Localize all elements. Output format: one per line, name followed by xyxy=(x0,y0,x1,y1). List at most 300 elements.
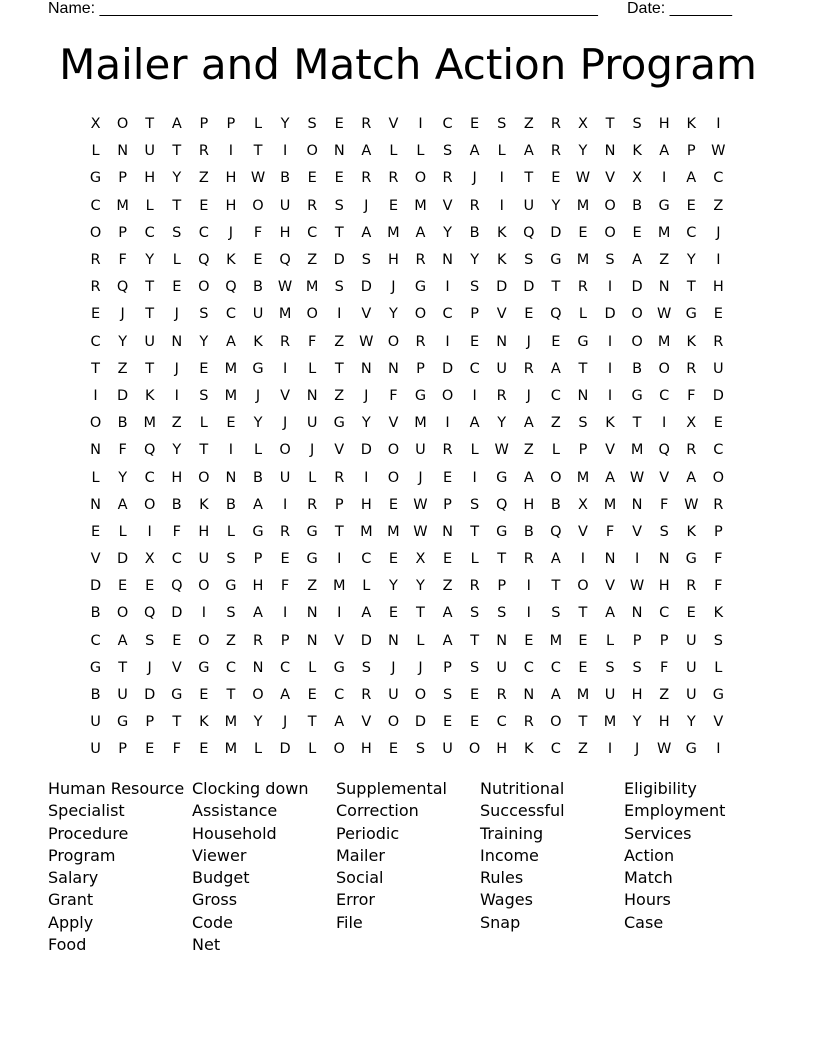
grid-letter: Y xyxy=(632,714,642,731)
grid-letter: B xyxy=(632,360,643,377)
grid-row xyxy=(82,600,732,627)
grid-letter: L xyxy=(91,143,100,160)
grid-letter: N xyxy=(333,143,345,160)
grid-letter: X xyxy=(577,496,588,513)
grid-letter: Z xyxy=(307,578,318,595)
grid-letter: N xyxy=(631,605,643,622)
word-bank-item: Clocking down xyxy=(192,779,309,798)
grid-letter: L xyxy=(362,578,371,595)
grid-letter: V xyxy=(361,306,372,323)
grid-letter: E xyxy=(470,714,480,731)
grid-letter: J xyxy=(364,197,369,214)
grid-row xyxy=(82,519,732,546)
grid-letter: L xyxy=(308,741,317,758)
grid-letter: L xyxy=(145,197,154,214)
grid-row xyxy=(82,193,732,220)
grid-letter: T xyxy=(199,442,209,459)
grid-letter: Y xyxy=(361,415,371,432)
grid-letter: C xyxy=(659,605,670,622)
grid-letter: B xyxy=(550,496,561,513)
grid-letter: V xyxy=(442,197,453,214)
grid-letter: T xyxy=(307,714,317,731)
grid-letter: P xyxy=(578,442,588,459)
grid-letter: G xyxy=(658,197,670,214)
grid-letter: V xyxy=(90,551,101,568)
grid-letter: C xyxy=(442,116,453,133)
grid-letter: R xyxy=(388,170,399,187)
grid-letter: G xyxy=(116,714,129,731)
grid-letter: T xyxy=(253,143,263,160)
grid-letter: E xyxy=(253,252,263,269)
grid-letter: T xyxy=(470,632,480,649)
grid-letter: R xyxy=(496,687,507,704)
grid-letter: I xyxy=(228,442,234,459)
word-bank-item: Budget xyxy=(192,868,250,888)
grid-letter: J xyxy=(391,279,396,296)
grid-letter: T xyxy=(497,551,507,568)
grid-letter: V xyxy=(334,442,345,459)
grid-letter: H xyxy=(658,578,670,595)
word-bank-item: Social xyxy=(336,868,384,888)
grid-letter: E xyxy=(145,578,155,595)
grid-letter: N xyxy=(360,360,372,377)
grid-letter: T xyxy=(578,360,588,377)
grid-letter: K xyxy=(686,333,697,350)
grid-letter: K xyxy=(713,605,724,622)
grid-letter: M xyxy=(549,632,563,649)
grid-letter: I xyxy=(282,143,288,160)
word-bank-item: Periodic xyxy=(336,823,400,843)
grid-letter: T xyxy=(172,197,182,214)
grid-letter: Q xyxy=(550,523,562,540)
grid-letter: O xyxy=(631,333,643,350)
grid-letter: S xyxy=(632,116,642,133)
grid-letter: T xyxy=(334,523,344,540)
grid-letter: M xyxy=(332,578,346,595)
grid-letter: E xyxy=(578,632,588,649)
grid-letter: P xyxy=(497,578,507,595)
grid-letter: C xyxy=(686,224,697,241)
grid-letter: D xyxy=(550,224,562,241)
grid-letter: A xyxy=(659,143,670,160)
grid-letter: O xyxy=(116,605,129,622)
grid-letter: S xyxy=(713,632,723,649)
grid-letter: B xyxy=(90,605,101,622)
grid-letter: Z xyxy=(523,442,534,459)
grid-letter: N xyxy=(387,360,399,377)
grid-letter: G xyxy=(306,523,318,540)
grid-letter: O xyxy=(306,306,318,323)
grid-letter: Y xyxy=(443,224,452,241)
grid-row xyxy=(82,138,732,165)
grid-row xyxy=(82,165,732,192)
grid-row xyxy=(82,247,732,274)
grid-letter: I xyxy=(634,551,640,568)
grid-letter: T xyxy=(524,170,534,187)
grid-letter: G xyxy=(306,551,318,568)
grid-letter: O xyxy=(198,632,210,649)
grid-letter: A xyxy=(469,143,480,160)
grid-letter: B xyxy=(253,279,263,296)
grid-letter: I xyxy=(499,170,504,187)
grid-letter: V xyxy=(388,116,399,133)
grid-letter: L xyxy=(308,360,317,377)
grid-letter: Z xyxy=(334,387,345,404)
grid-letter: I xyxy=(472,387,477,404)
grid-letter: D xyxy=(496,279,508,296)
grid-letter: O xyxy=(116,116,129,133)
grid-letter: F xyxy=(714,578,723,595)
grid-letter: T xyxy=(334,360,344,377)
grid-letter: E xyxy=(90,523,101,540)
grid-letter: V xyxy=(605,442,615,459)
grid-letter: S xyxy=(659,523,669,540)
grid-letter: R xyxy=(442,170,453,187)
grid-letter: V xyxy=(334,632,345,649)
grid-letter: E xyxy=(442,551,453,568)
grid-letter: R xyxy=(686,578,697,595)
grid-letter: L xyxy=(253,116,263,133)
grid-letter: E xyxy=(145,741,155,758)
word-bank-item: Grant xyxy=(48,890,94,910)
grid-letter: E xyxy=(388,741,398,758)
grid-letter: C xyxy=(713,170,724,187)
grid-letter: I xyxy=(282,496,288,513)
grid-letter: N xyxy=(306,605,318,622)
grid-letter: I xyxy=(499,197,504,214)
grid-letter: E xyxy=(280,551,290,568)
grid-letter: P xyxy=(470,306,479,323)
grid-letter: U xyxy=(198,551,210,568)
grid-letter: K xyxy=(686,116,697,133)
grid-letter: A xyxy=(361,143,372,160)
grid-letter: M xyxy=(414,197,427,214)
grid-letter: U xyxy=(685,659,697,676)
grid-row xyxy=(82,111,732,138)
grid-letter: N xyxy=(90,496,101,513)
grid-letter: R xyxy=(361,170,372,187)
grid-letter: A xyxy=(605,605,615,622)
grid-row xyxy=(82,546,732,573)
grid-letter: F xyxy=(118,442,127,459)
grid-letter: I xyxy=(607,360,613,377)
grid-letter: F xyxy=(660,496,669,513)
grid-letter: N xyxy=(387,632,399,649)
grid-letter: N xyxy=(225,469,237,486)
grid-letter: B xyxy=(117,415,128,432)
grid-letter: N xyxy=(171,333,183,350)
grid-letter: O xyxy=(604,224,616,241)
grid-letter: D xyxy=(360,279,372,296)
grid-letter: U xyxy=(388,687,399,704)
grid-letter: S xyxy=(497,116,507,133)
grid-letter: B xyxy=(90,687,101,704)
grid-letter: O xyxy=(712,469,725,486)
grid-letter: Y xyxy=(118,333,128,350)
grid-letter: H xyxy=(631,687,643,704)
grid-letter: H xyxy=(360,496,372,513)
grid-letter: V xyxy=(496,306,507,323)
grid-letter: O xyxy=(414,170,427,187)
grid-letter: S xyxy=(199,306,209,323)
word-bank-item: Hours xyxy=(624,890,671,910)
grid-letter: Y xyxy=(470,252,480,269)
grid-letter: U xyxy=(685,687,697,704)
grid-letter: Q xyxy=(225,279,237,296)
word-bank-item: Code xyxy=(192,912,233,932)
grid-letter: E xyxy=(172,632,182,649)
grid-letter: D xyxy=(631,279,643,296)
grid-letter: E xyxy=(90,306,101,323)
grid-letter: Z xyxy=(659,252,670,269)
grid-letter: C xyxy=(659,387,670,404)
grid-letter: P xyxy=(443,659,452,676)
grid-letter: C xyxy=(550,741,561,758)
grid-letter: E xyxy=(199,360,209,377)
grid-letter: E xyxy=(442,714,453,731)
grid-letter: W xyxy=(250,170,266,187)
grid-letter: A xyxy=(469,415,480,432)
grid-letter: S xyxy=(578,415,588,432)
grid-letter: G xyxy=(577,333,589,350)
grid-letter: Z xyxy=(171,415,182,432)
grid-letter: S xyxy=(442,687,453,704)
grid-letter: R xyxy=(361,687,372,704)
grid-letter: U xyxy=(685,632,697,649)
grid-letter: W xyxy=(657,306,672,323)
grid-letter: S xyxy=(145,632,155,649)
grid-letter: K xyxy=(605,415,615,432)
grid-row xyxy=(82,329,732,356)
grid-letter: S xyxy=(361,659,371,676)
grid-letter: J xyxy=(147,659,152,676)
grid-letter: P xyxy=(632,632,642,649)
word-bank xyxy=(48,778,768,978)
grid-letter: L xyxy=(578,306,587,323)
grid-letter: S xyxy=(470,496,480,513)
grid-letter: K xyxy=(496,224,507,241)
grid-letter: I xyxy=(607,387,613,404)
grid-letter: O xyxy=(550,714,562,731)
grid-letter: L xyxy=(226,523,235,540)
grid-letter: R xyxy=(361,116,372,133)
grid-letter: T xyxy=(470,523,480,540)
word-bank-column xyxy=(48,778,188,956)
grid-letter: E xyxy=(388,197,398,214)
grid-letter: H xyxy=(387,252,399,269)
grid-letter: R xyxy=(334,469,345,486)
word-bank-item: Specialist xyxy=(48,801,125,821)
grid-letter: Q xyxy=(143,605,156,622)
grid-letter: H xyxy=(279,224,291,241)
grid-letter: Y xyxy=(253,714,263,731)
grid-letter: S xyxy=(524,252,534,269)
grid-letter: M xyxy=(414,415,427,432)
grid-letter: O xyxy=(143,496,156,513)
date-field: Date: _______ xyxy=(627,0,732,17)
grid-letter: P xyxy=(686,143,696,160)
word-bank-item: Employment xyxy=(624,801,726,821)
grid-letter: Y xyxy=(145,252,155,269)
grid-letter: Z xyxy=(442,578,453,595)
grid-letter: X xyxy=(144,551,155,568)
grid-letter: T xyxy=(551,578,561,595)
grid-letter: S xyxy=(307,116,317,133)
grid-letter: N xyxy=(90,442,101,459)
grid-letter: E xyxy=(470,116,480,133)
grid-letter: A xyxy=(550,551,561,568)
grid-row xyxy=(82,437,732,464)
grid-letter: G xyxy=(225,578,237,595)
grid-letter: R xyxy=(442,442,453,459)
grid-letter: C xyxy=(442,306,453,323)
grid-letter: O xyxy=(198,279,210,296)
grid-letter: C xyxy=(713,442,724,459)
grid-letter: N xyxy=(496,333,508,350)
grid-letter: F xyxy=(714,551,723,568)
grid-letter: U xyxy=(279,469,291,486)
grid-letter: W xyxy=(413,496,428,513)
grid-letter: V xyxy=(361,714,372,731)
grid-letter: A xyxy=(280,687,291,704)
grid-letter: I xyxy=(445,415,450,432)
word-bank-item: Viewer xyxy=(192,845,247,865)
word-bank-item: Income xyxy=(480,845,539,865)
grid-letter: Z xyxy=(659,687,670,704)
grid-letter: D xyxy=(279,741,291,758)
grid-letter: O xyxy=(279,442,291,459)
grid-letter: K xyxy=(199,496,209,513)
grid-letter: T xyxy=(118,659,128,676)
grid-letter: B xyxy=(225,496,236,513)
word-bank-item: Action xyxy=(624,845,675,865)
grid-row xyxy=(82,655,732,682)
grid-letter: U xyxy=(144,143,155,160)
grid-letter: M xyxy=(305,279,319,296)
grid-letter: P xyxy=(253,551,263,568)
grid-letter: V xyxy=(713,714,724,731)
grid-letter: M xyxy=(143,415,156,432)
grid-letter: R xyxy=(686,360,697,377)
grid-letter: A xyxy=(253,496,263,513)
grid-letter: S xyxy=(632,659,642,676)
grid-letter: N xyxy=(523,687,535,704)
grid-letter: E xyxy=(551,170,561,187)
grid-letter: E xyxy=(524,632,534,649)
grid-letter: E xyxy=(334,116,344,133)
grid-letter: S xyxy=(199,387,209,404)
grid-letter: J xyxy=(634,741,640,758)
grid-letter: H xyxy=(225,197,237,214)
grid-letter: M xyxy=(224,360,238,377)
grid-letter: H xyxy=(496,741,508,758)
grid-letter: A xyxy=(171,116,182,133)
grid-letter: Q xyxy=(658,442,670,459)
grid-letter: G xyxy=(252,523,264,540)
grid-letter: R xyxy=(415,333,426,350)
grid-letter: G xyxy=(631,387,643,404)
grid-letter: D xyxy=(523,279,535,296)
grid-letter: U xyxy=(90,714,101,731)
grid-letter: Q xyxy=(523,224,535,241)
grid-letter: P xyxy=(416,360,425,377)
grid-letter: P xyxy=(713,523,723,540)
grid-letter: X xyxy=(632,170,643,187)
grid-letter: F xyxy=(687,387,696,404)
grid-letter: Z xyxy=(198,170,209,187)
word-bank-item: Error xyxy=(336,890,375,910)
grid-letter: A xyxy=(686,170,697,187)
word-bank-item: Procedure xyxy=(48,823,129,843)
grid-letter: R xyxy=(280,333,291,350)
word-bank-item: Apply xyxy=(48,912,94,932)
word-bank-item: Gross xyxy=(192,890,238,910)
grid-letter: I xyxy=(662,170,667,187)
grid-letter: S xyxy=(605,659,615,676)
grid-letter: O xyxy=(468,741,481,758)
word-bank-item: Services xyxy=(624,823,692,843)
grid-letter: O xyxy=(577,578,589,595)
grid-letter: U xyxy=(306,415,318,432)
grid-letter: M xyxy=(224,741,238,758)
grid-letter: A xyxy=(523,469,534,486)
grid-letter: L xyxy=(605,632,615,649)
grid-letter: J xyxy=(526,333,531,350)
grid-letter: A xyxy=(605,469,615,486)
name-field: Name: ________________________________________________________ xyxy=(48,0,598,17)
grid-letter: L xyxy=(416,632,425,649)
grid-letter: G xyxy=(198,659,210,676)
grid-letter: I xyxy=(337,306,342,323)
grid-letter: C xyxy=(523,659,534,676)
grid-letter: K xyxy=(144,387,155,404)
grid-letter: H xyxy=(225,170,237,187)
grid-letter: J xyxy=(418,469,423,486)
grid-letter: M xyxy=(387,224,400,241)
grid-letter: S xyxy=(334,279,344,296)
grid-letter: D xyxy=(441,360,454,377)
grid-letter: F xyxy=(280,578,290,595)
grid-letter: B xyxy=(253,469,263,486)
grid-row xyxy=(82,383,732,410)
grid-letter: E xyxy=(686,197,696,214)
grid-letter: X xyxy=(686,415,697,432)
grid-letter: W xyxy=(413,523,428,540)
grid-letter: G xyxy=(89,659,102,676)
grid-letter: I xyxy=(201,605,206,622)
grid-letter: Q xyxy=(198,252,210,269)
grid-letter: W xyxy=(575,170,591,187)
grid-letter: G xyxy=(685,741,697,758)
grid-letter: P xyxy=(118,170,127,187)
grid-letter: M xyxy=(657,224,671,241)
grid-letter: I xyxy=(282,605,288,622)
word-bank-item: Eligibility xyxy=(624,779,697,798)
grid-letter: Y xyxy=(172,170,182,187)
grid-letter: E xyxy=(388,605,398,622)
grid-letter: T xyxy=(172,143,182,160)
grid-letter: F xyxy=(118,252,127,269)
grid-letter: E xyxy=(226,415,236,432)
grid-letter: R xyxy=(198,143,209,160)
grid-letter: C xyxy=(225,306,236,323)
grid-letter: W xyxy=(629,469,645,486)
grid-letter: Y xyxy=(280,116,290,133)
grid-letter: A xyxy=(550,360,561,377)
grid-letter: L xyxy=(714,659,723,676)
grid-letter: I xyxy=(228,143,234,160)
grid-letter: L xyxy=(172,252,181,269)
